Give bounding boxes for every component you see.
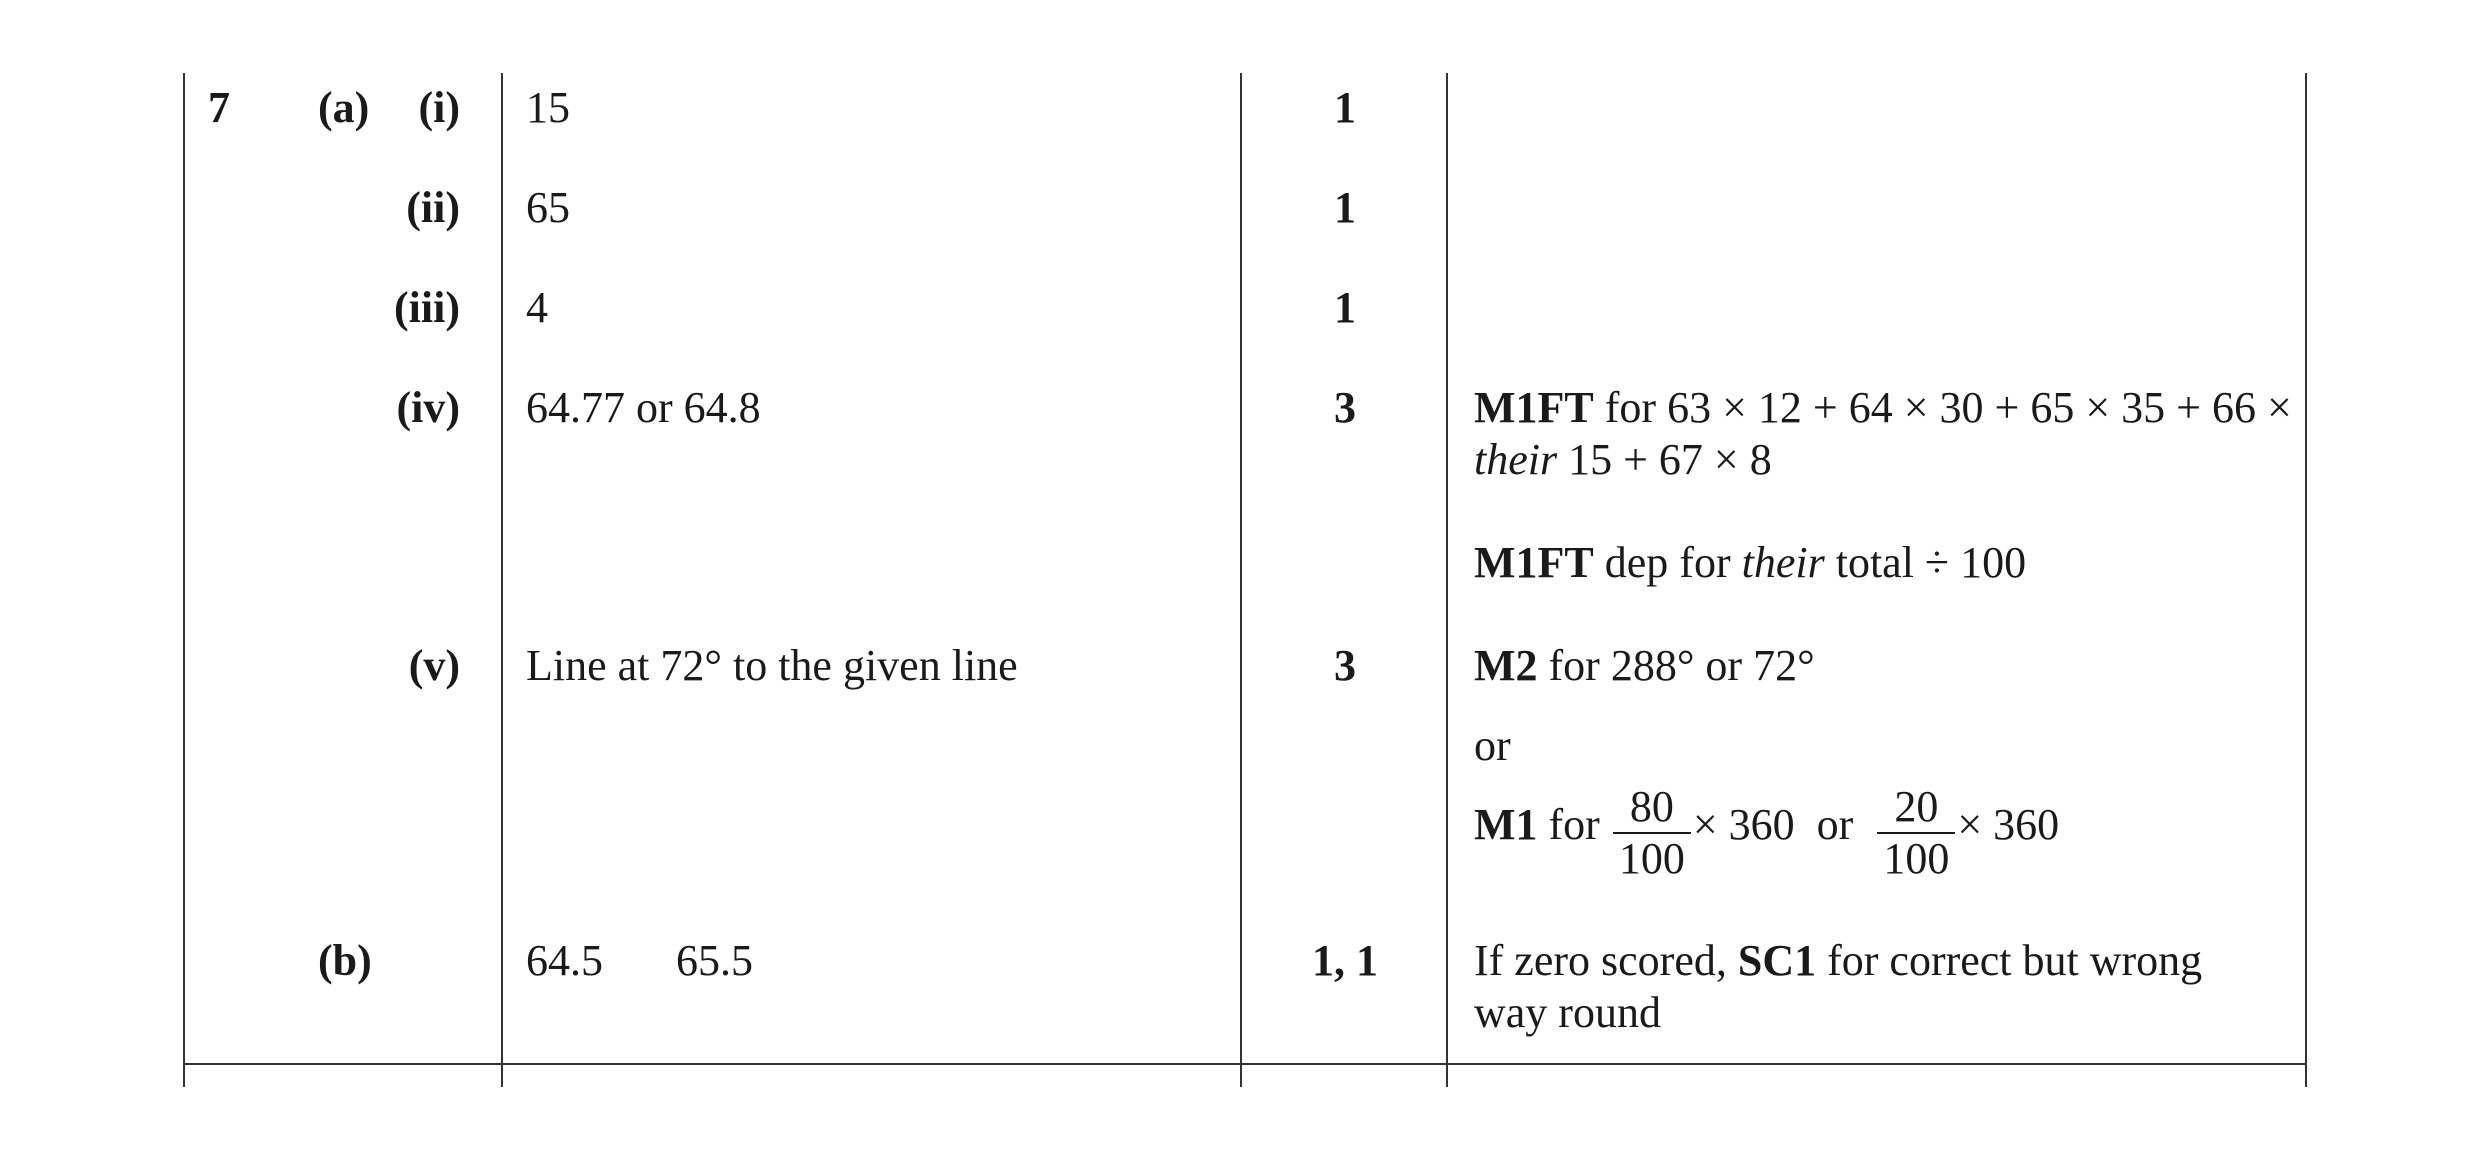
fraction-denominator: 100 <box>1618 834 1685 883</box>
guidance-text: for 63 × 12 + 64 × 30 + 65 × 35 + 66 × <box>1593 383 2292 432</box>
answer-iv: 64.77 or 64.8 <box>526 383 761 432</box>
fraction-numerator: 80 <box>1613 782 1691 834</box>
times-360: × 360 <box>1957 800 2060 850</box>
subpart-label-ii: (ii) <box>406 183 460 232</box>
guidance-b <box>1474 935 2274 1039</box>
mark-iv: 3 <box>1334 383 1356 432</box>
table-row-bottom-border <box>183 1063 2307 1065</box>
column-divider-marks <box>1240 73 1242 1087</box>
answer-i: 15 <box>526 83 570 132</box>
subpart-label-iii: (iii) <box>394 283 460 332</box>
guidance-code: SC1 <box>1737 936 1817 985</box>
guidance-text: for <box>1548 800 1600 850</box>
guidance-text: 15 + 67 × 8 <box>1557 435 1772 484</box>
part-a-label: (a) <box>318 83 370 132</box>
mark-ii: 1 <box>1334 183 1356 232</box>
fraction-20-over-100 <box>1877 782 1955 884</box>
guidance-code: M1 <box>1474 800 1538 850</box>
mark-iii: 1 <box>1334 283 1356 332</box>
answer-b-lower: 64.5 <box>526 936 603 985</box>
guidance-italic: their <box>1474 435 1558 484</box>
guidance-italic: their <box>1741 538 1825 587</box>
fraction-80-over-100 <box>1613 782 1691 884</box>
table-border-left <box>183 73 185 1087</box>
guidance-or: or <box>1816 800 1854 850</box>
mark-b: 1, 1 <box>1312 936 1378 985</box>
part-b-label: (b) <box>318 936 372 985</box>
mark-v: 3 <box>1334 641 1356 690</box>
guidance-code: M1FT <box>1474 538 1594 587</box>
times-360: × 360 <box>1692 800 1795 850</box>
guidance-code: M1FT <box>1474 383 1594 432</box>
question-number: 7 <box>208 83 230 132</box>
fraction-denominator: 100 <box>1883 834 1950 883</box>
column-divider-answer <box>501 73 503 1087</box>
fraction-numerator: 20 <box>1877 782 1955 834</box>
subpart-label-iv: (iv) <box>396 383 460 432</box>
subpart-label-v: (v) <box>408 641 460 690</box>
guidance-v-or: or <box>1474 721 1511 770</box>
guidance-v-method-2 <box>1474 778 2294 883</box>
guidance-text: dep for <box>1593 538 1742 587</box>
answer-v: Line at 72° to the given line <box>526 641 1018 690</box>
answer-iii: 4 <box>526 283 548 332</box>
guidance-iv-method-1 <box>1474 382 2294 486</box>
guidance-iv-method-2 <box>1474 537 2294 589</box>
guidance-text: for correct but wrong way round <box>1474 936 2203 1037</box>
column-divider-guidance <box>1446 73 1448 1087</box>
subpart-label-i: (i) <box>418 83 460 132</box>
table-border-right <box>2305 73 2307 1087</box>
mark-i: 1 <box>1334 83 1356 132</box>
answer-ii: 65 <box>526 183 570 232</box>
guidance-text: total ÷ 100 <box>1824 538 2027 587</box>
guidance-v-method-1 <box>1474 640 2294 692</box>
answer-b-upper: 65.5 <box>676 936 753 985</box>
guidance-text: If zero scored, <box>1474 936 1738 985</box>
guidance-text: for 288° or 72° <box>1537 641 1815 690</box>
guidance-code: M2 <box>1474 641 1538 690</box>
